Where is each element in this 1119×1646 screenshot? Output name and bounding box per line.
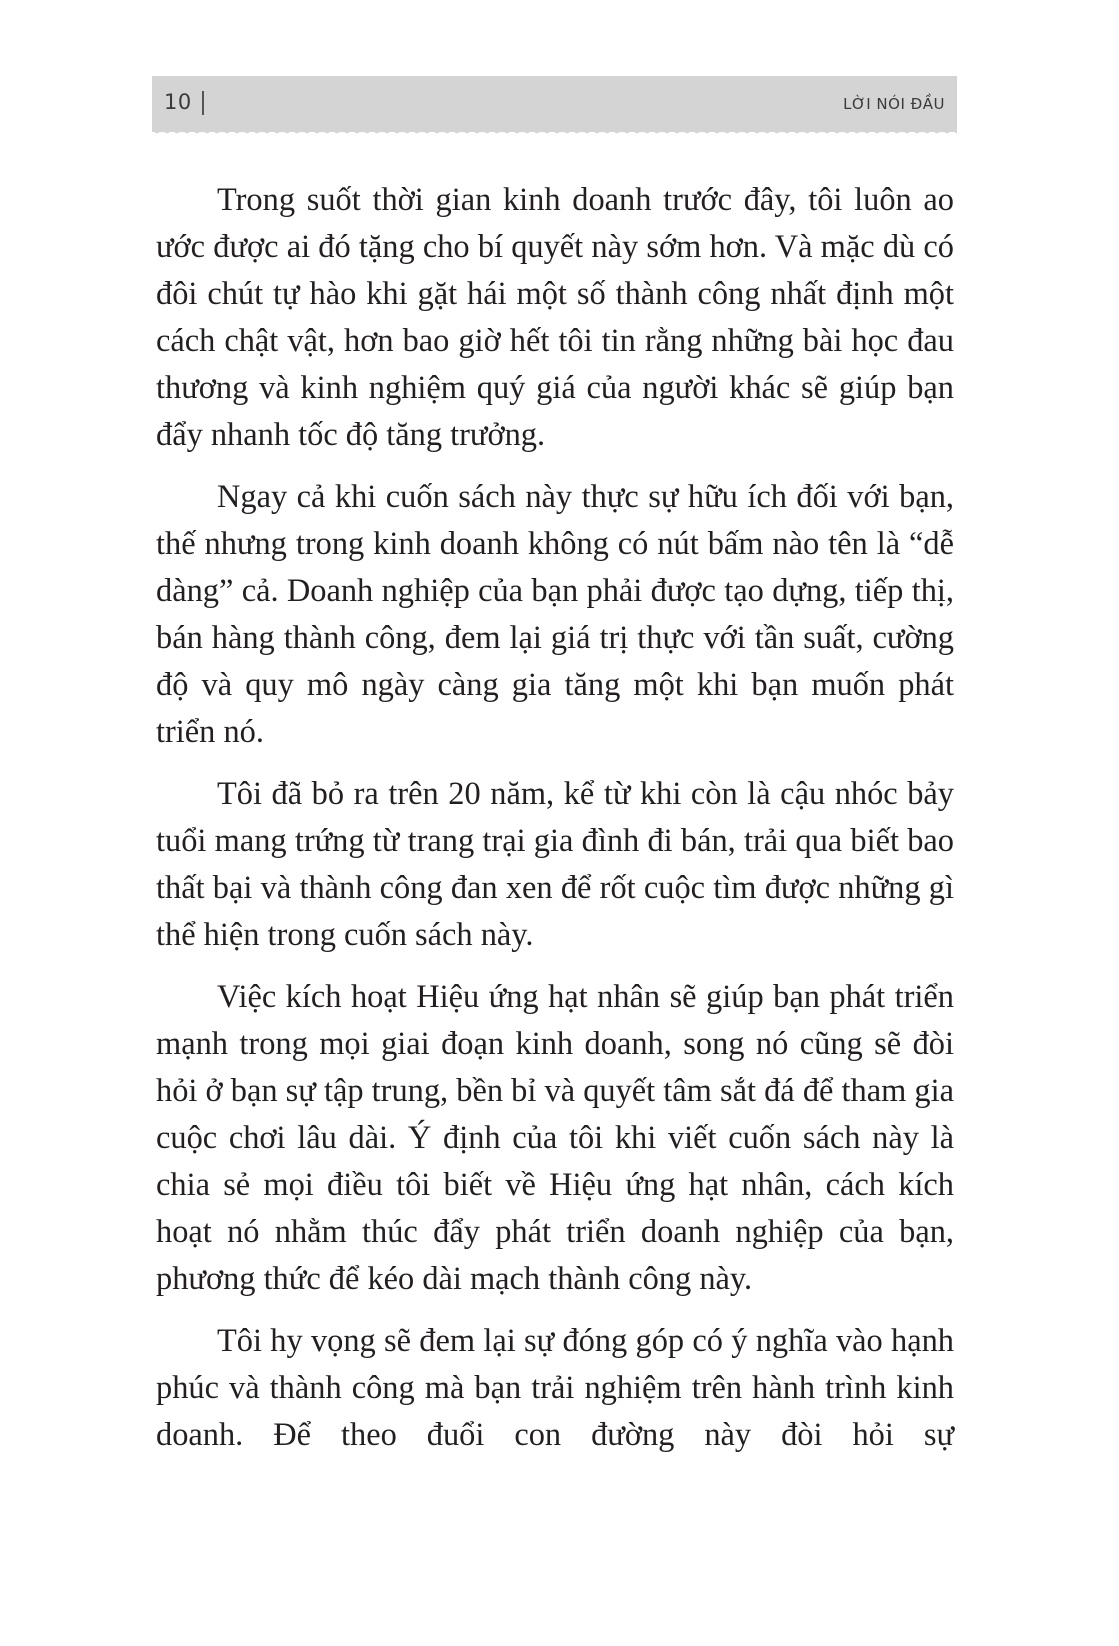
- page-number: 10: [164, 90, 192, 114]
- paragraph-5: Tôi hy vọng sẽ đem lại sự đóng góp có ý nghĩa vào hạnh phúc và thành công mà bạn trải nghiệm trên hành trình kinh doanh. Để theo đuổi con đường này đòi hỏi sự: [156, 1323, 954, 1453]
- header-divider: [202, 91, 204, 115]
- running-header: [152, 76, 957, 132]
- paragraph-3: Tôi đã bỏ ra trên 20 năm, kể từ khi còn là cậu nhóc bảy tuổi mang trứng từ trang trại gia đình đi bán, trải qua biết bao thất bại và thành công đan xen để rốt cuộc tìm được những gì thể hiện trong cuốn sách này.: [156, 776, 954, 953]
- paragraph-2: Ngay cả khi cuốn sách này thực sự hữu ích đối với bạn, thế nhưng trong kinh doanh không có nút bấm nào tên là “dễ dàng” cả. Doanh nghiệp của bạn phải được tạo dựng, tiếp thị, bán hàng thành công, đem lại giá trị thực với tần suất, cường độ và quy mô ngày càng gia tăng một khi bạn muốn phát triển nó.: [156, 479, 954, 750]
- paragraph-1: Trong suốt thời gian kinh doanh trước đây, tôi luôn ao ước được ai đó tặng cho bí quyết này sớm hơn. Và mặc dù có đôi chút tự hào khi gặt hái một số thành công nhất định một cách chật vật, hơn bao giờ hết tôi tin rằng những bài học đau thương và kinh nghiệm quý giá của người khác sẽ giúp bạn đẩy nhanh tốc độ tăng trưởng.: [156, 182, 954, 453]
- section-title: LỜI NÓI ĐẦU: [843, 95, 945, 113]
- paragraph-4: Việc kích hoạt Hiệu ứng hạt nhân sẽ giúp bạn phát triển mạnh trong mọi giai đoạn kinh doanh, song nó cũng sẽ đòi hỏi ở bạn sự tập trung, bền bỉ và quyết tâm sắt đá để tham gia cuộc chơi lâu dài. Ý định của tôi khi viết cuốn sách này là chia sẻ mọi điều tôi biết về Hiệu ứng hạt nhân, cách kích hoạt nó nhằm thúc đẩy phát triển doanh nghiệp của bạn, phương thức để kéo dài mạch thành công này.: [156, 979, 954, 1297]
- body-text: [156, 177, 954, 1474]
